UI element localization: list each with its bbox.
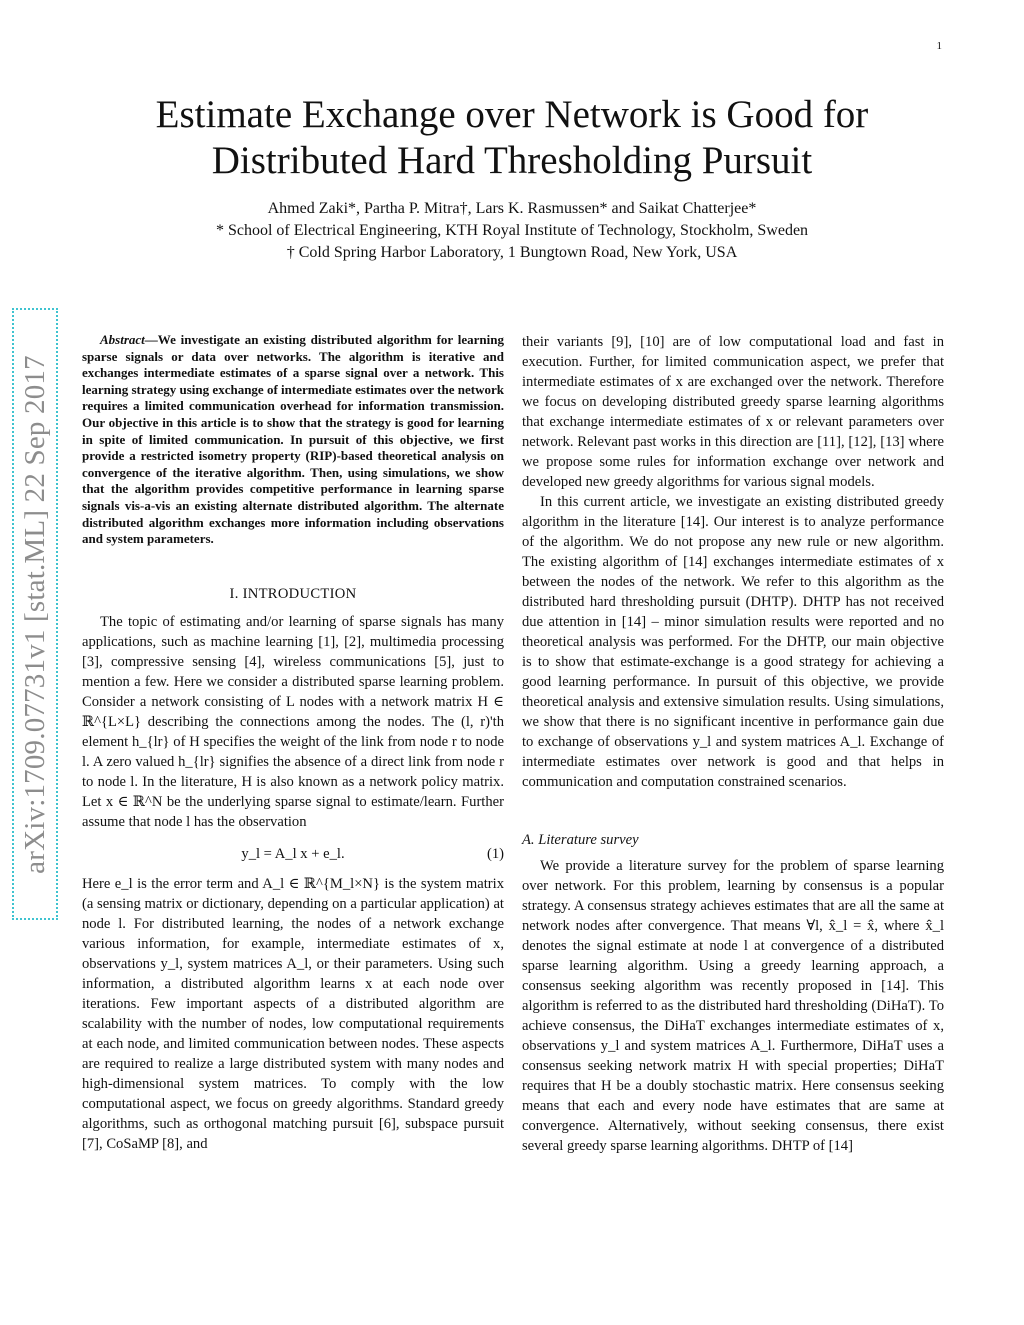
abstract-label: Abstract	[100, 332, 145, 347]
right-column	[522, 332, 944, 1156]
equation-number: (1)	[486, 845, 504, 862]
intro-paragraph-2: Here e_l is the error term and A_l ∈ ℝ^{M_l×N} is the system matrix (a sensing matrix or dictionary, depending on a particular application) at node l. For distributed learning, the nodes of a network exchange various information, for example, intermediate estimates of x, observations y_l, system matrices A_l, or their parameters. Using such information, a distributed algorithm learns x at each node over iterations. Few important aspects of a distributed algorithm are scalability with the number of nodes, low computational requirements at each node, and limited communication between nodes. These aspects are required to realize a large distributed system with many nodes and high-dimensional system matrices. To comply with the low computational aspect, we focus on greedy algorithms. Standard greedy algorithms, such as orthogonal matching pursuit [6], subspace pursuit [7], CoSaMP [8], and	[82, 875, 504, 1152]
author-block	[80, 198, 944, 264]
paper-title	[80, 92, 944, 184]
equation-body: y_l = A_l x + e_l.	[241, 845, 345, 862]
section-heading-introduction: I. INTRODUCTION	[229, 585, 357, 602]
arxiv-identifier-stamp[interactable]	[12, 308, 58, 920]
author-list: Ahmed Zaki*, Partha P. Mitra†, Lars K. Rasmussen* and Saikat Chatterjee*	[267, 200, 757, 217]
subsection-heading-literature-survey: A. Literature survey	[522, 832, 639, 848]
title-line-1: Estimate Exchange over Network is Good for	[155, 93, 869, 136]
right-paragraph-3: We provide a literature survey for the problem of sparse learning over network. For this problem, learning by consensus is a popular strategy. A consensus strategy achieves estimates that are all the same at network nodes after convergence. That means ∀l, x̂_l = x̂, where x̂_l denotes the signal estimate at node l at convergence of a distributed sparse learning algorithm. Using a greedy learning approach, a consensus seeking algorithm was recently proposed in [14]. This algorithm is referred to as the distributed hard thresholding (DiHaT). To achieve consensus, the DiHaT exchanges intermediate estimates of x, observations y_l and system matrices A_l. Furthermore, DiHaT uses a consensus seeking network matrix H with special properties; DiHaT requires that H be a doubly stochastic matrix. Here consensus seeking means that each and every node have estimates that are same at convergence. Alternatively, without seeking consensus, there exist several greedy sparse learning algorithms. DHTP of [14]	[522, 858, 944, 1154]
intro-paragraph-1: The topic of estimating and/or learning of sparse signals has many applications, such as machine learning [1], [2], multimedia processing [3], compressive sensing [4], wireless communications [5], just to mention a few. Here we consider a distributed sparse learning problem. Consider a network consisting of L nodes with a network matrix H ∈ ℝ^{L×L} describing the connections among the nodes. The (l, r)'th element h_{lr} of H specifies the weight of the link from node r to node l. A zero valued h_{lr} signifies the absence of a direct link from node r to node l. In the literature, H is also known as a network policy matrix. Let x ∈ ℝ^N be the underlying sparse signal to estimate/learn. Further assume that node l has the observation	[82, 613, 504, 830]
arxiv-identifier-text: arXiv:1709.07731v1 [stat.ML] 22 Sep 2017	[18, 354, 51, 874]
title-line-2: Distributed Hard Thresholding Pursuit	[211, 139, 813, 182]
right-paragraph-2: In this current article, we investigate an existing distributed greedy algorithm in the literature [14]. Our interest is to analyze performance of the algorithm. We do not propose any new rule or new algorithm. The existing algorithm of [14] exchanges intermediate estimates of x between the nodes of the network. We refer to this algorithm as the distributed hard thresholding pursuit (DHTP). DHTP has not received due attention in [14] – minor simulation results were reported and no theoretical analysis was performed. For the DHTP, our main objective is to show that estimate-exchange is a good strategy for achieving a good learning performance. In pursuit of this objective, we provide theoretical analysis and extensive simulation results. Using simulations, we show that there is no significant incentive in performance gain due to exchange of observations y_l and system matrices A_l. Exchange of intermediate estimates over network is good and that helps in communication and computation constrained scenarios.	[522, 494, 944, 790]
abstract	[82, 332, 504, 548]
left-column	[82, 332, 504, 1154]
abstract-text: —We investigate an existing distributed algorithm for learning sparse signals or data over networks. The algorithm is iterative and exchanges intermediate estimates of a sparse signal over a network. This learning strategy using exchange of intermediate estimates over the network requires a limited communication overhead for information transmission. Our objective in this article is to show that the strategy is good for learning in spite of limited communication. In pursuit of this objective, we first provide a restricted isometry property (RIP)-based theoretical analysis on convergence of the iterative algorithm. Then, using simulations, we show that the algorithm provides competitive performance in learning sparse signals vis-a-vis an existing alternate distributed algorithm. The alternate distributed algorithm exchanges more information including observations and system parameters.	[82, 332, 504, 547]
page-number: 1	[936, 40, 942, 52]
right-paragraph-1: their variants [9], [10] are of low computational load and fast in execution. Further, for limited communication aspect, we prefer that intermediate estimates of x are exchanged over the network. Therefore we focus on developing distributed greedy sparse learning algorithms that exchange intermediate estimates of x or relevant parameters over network. Relevant past works in this direction are [11], [12], [13] where we propose some rules for information exchange over network and developed new greedy algorithms for various signal models.	[522, 334, 944, 490]
affiliation-kth: * School of Electrical Engineering, KTH Royal Institute of Technology, Stockholm, Sweden	[215, 222, 809, 239]
affiliation-cshl: † Cold Spring Harbor Laboratory, 1 Bungtown Road, New York, USA	[286, 244, 738, 261]
equation-1	[82, 844, 504, 864]
